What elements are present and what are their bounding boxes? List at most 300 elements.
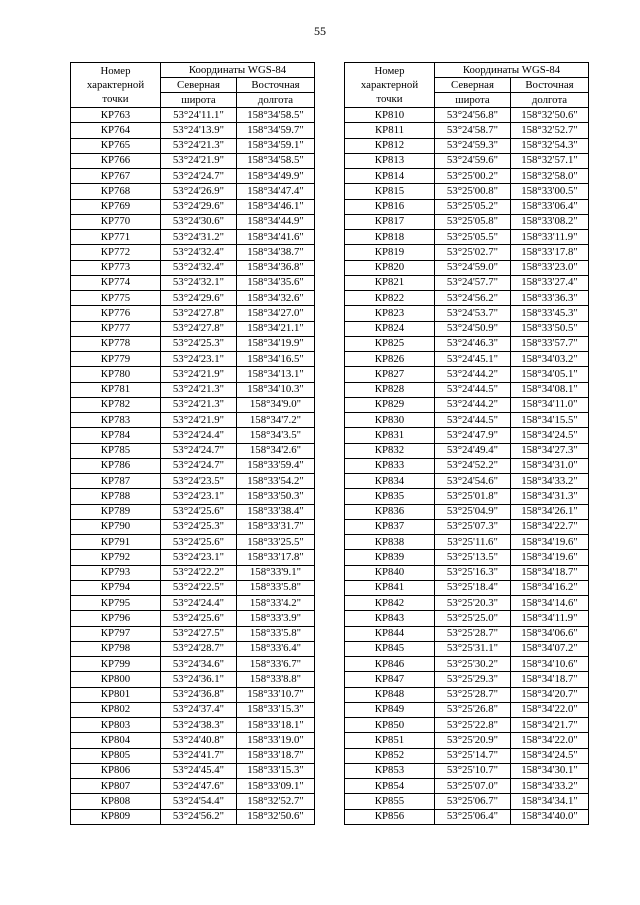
point-id-cell: КР769 bbox=[71, 199, 161, 214]
point-id-cell: КР768 bbox=[71, 184, 161, 199]
point-id-cell: КР786 bbox=[71, 458, 161, 473]
table-row bbox=[71, 657, 315, 672]
table-row bbox=[71, 565, 315, 580]
table-row bbox=[71, 336, 315, 351]
latitude-cell: 53°25'29.3" bbox=[435, 672, 511, 687]
point-id-cell: КР832 bbox=[345, 443, 435, 458]
longitude-cell: 158°34'30.1" bbox=[511, 763, 589, 778]
table-row bbox=[71, 367, 315, 382]
table-row bbox=[71, 275, 315, 290]
table-row bbox=[345, 687, 589, 702]
table-row bbox=[345, 199, 589, 214]
longitude-cell: 158°34'22.7" bbox=[511, 519, 589, 534]
latitude-cell: 53°24'28.7" bbox=[161, 641, 237, 656]
point-id-cell: КР846 bbox=[345, 657, 435, 672]
longitude-cell: 158°34'19.6" bbox=[511, 535, 589, 550]
point-id-cell: КР826 bbox=[345, 352, 435, 367]
latitude-cell: 53°24'36.8" bbox=[161, 687, 237, 702]
coordinates-table-right bbox=[344, 62, 589, 825]
table-row bbox=[345, 504, 589, 519]
table-row bbox=[71, 184, 315, 199]
point-id-cell: КР853 bbox=[345, 763, 435, 778]
longitude-cell: 158°34'19.6" bbox=[511, 550, 589, 565]
table-row bbox=[71, 702, 315, 717]
longitude-cell: 158°34'27.0" bbox=[237, 306, 315, 321]
table-row bbox=[345, 413, 589, 428]
point-id-cell: КР764 bbox=[71, 123, 161, 138]
table-row bbox=[71, 748, 315, 763]
longitude-cell: 158°32'52.7" bbox=[237, 794, 315, 809]
table-row bbox=[71, 611, 315, 626]
table-row bbox=[71, 428, 315, 443]
point-id-cell: КР767 bbox=[71, 169, 161, 184]
latitude-cell: 53°24'23.1" bbox=[161, 352, 237, 367]
longitude-cell: 158°34'9.0" bbox=[237, 397, 315, 412]
latitude-cell: 53°24'50.9" bbox=[435, 321, 511, 336]
table-row bbox=[71, 321, 315, 336]
latitude-cell: 53°24'47.6" bbox=[161, 779, 237, 794]
table-row bbox=[345, 275, 589, 290]
latitude-cell: 53°24'30.6" bbox=[161, 214, 237, 229]
longitude-cell: 158°34'44.9" bbox=[237, 214, 315, 229]
latitude-cell: 53°25'10.7" bbox=[435, 763, 511, 778]
longitude-cell: 158°33'6.7" bbox=[237, 657, 315, 672]
latitude-cell: 53°25'11.6" bbox=[435, 535, 511, 550]
longitude-cell: 158°33'5.8" bbox=[237, 580, 315, 595]
header-point-label-line1: Номер bbox=[374, 65, 405, 77]
point-id-cell: КР791 bbox=[71, 535, 161, 550]
table-row bbox=[71, 550, 315, 565]
longitude-cell: 158°34'36.8" bbox=[237, 260, 315, 275]
header-coords-group: Координаты WGS-84 bbox=[161, 63, 315, 78]
point-id-cell: КР797 bbox=[71, 626, 161, 641]
longitude-cell: 158°33'15.3" bbox=[237, 763, 315, 778]
latitude-cell: 53°25'07.0" bbox=[435, 779, 511, 794]
header-point-label-line2: характерной bbox=[360, 79, 419, 91]
table-row bbox=[71, 199, 315, 214]
point-id-cell: КР841 bbox=[345, 580, 435, 595]
table-row bbox=[345, 794, 589, 809]
table-row bbox=[345, 535, 589, 550]
point-id-cell: КР824 bbox=[345, 321, 435, 336]
longitude-cell: 158°33'50.5" bbox=[511, 321, 589, 336]
point-id-cell: КР840 bbox=[345, 565, 435, 580]
longitude-cell: 158°34'59.7" bbox=[237, 123, 315, 138]
header-point-label-line2: характерной bbox=[86, 79, 145, 91]
point-id-cell: КР775 bbox=[71, 291, 161, 306]
point-id-cell: КР856 bbox=[345, 809, 435, 824]
page-number: 55 bbox=[314, 24, 326, 38]
latitude-cell: 53°24'32.4" bbox=[161, 245, 237, 260]
point-id-cell: КР820 bbox=[345, 260, 435, 275]
point-id-cell: КР829 bbox=[345, 397, 435, 412]
latitude-cell: 53°24'37.4" bbox=[161, 702, 237, 717]
latitude-cell: 53°24'24.4" bbox=[161, 428, 237, 443]
latitude-cell: 53°25'05.2" bbox=[435, 199, 511, 214]
latitude-cell: 53°25'26.8" bbox=[435, 702, 511, 717]
latitude-cell: 53°24'21.3" bbox=[161, 382, 237, 397]
table-row bbox=[71, 580, 315, 595]
latitude-cell: 53°24'45.1" bbox=[435, 352, 511, 367]
latitude-cell: 53°24'24.4" bbox=[161, 596, 237, 611]
table-row bbox=[71, 626, 315, 641]
point-id-cell: КР763 bbox=[71, 108, 161, 123]
longitude-cell: 158°33'11.9" bbox=[511, 230, 589, 245]
longitude-cell: 158°34'14.6" bbox=[511, 596, 589, 611]
longitude-cell: 158°33'59.4" bbox=[237, 458, 315, 473]
longitude-cell: 158°34'58.5" bbox=[237, 153, 315, 168]
longitude-cell: 158°33'36.3" bbox=[511, 291, 589, 306]
latitude-cell: 53°24'56.2" bbox=[435, 291, 511, 306]
point-id-cell: КР799 bbox=[71, 657, 161, 672]
table-row bbox=[345, 428, 589, 443]
table-row bbox=[345, 519, 589, 534]
point-id-cell: КР843 bbox=[345, 611, 435, 626]
point-id-cell: КР789 bbox=[71, 504, 161, 519]
latitude-cell: 53°24'21.3" bbox=[161, 397, 237, 412]
header-longitude-line2: долгота bbox=[237, 93, 315, 108]
point-id-cell: КР839 bbox=[345, 550, 435, 565]
longitude-cell: 158°32'58.0" bbox=[511, 169, 589, 184]
point-id-cell: КР794 bbox=[71, 580, 161, 595]
latitude-cell: 53°25'31.1" bbox=[435, 641, 511, 656]
latitude-cell: 53°24'45.4" bbox=[161, 763, 237, 778]
longitude-cell: 158°34'33.2" bbox=[511, 474, 589, 489]
longitude-cell: 158°33'57.7" bbox=[511, 336, 589, 351]
header-longitude-line1: Восточная bbox=[237, 78, 315, 93]
table-row bbox=[345, 321, 589, 336]
table-row bbox=[345, 108, 589, 123]
point-id-cell: КР782 bbox=[71, 397, 161, 412]
longitude-cell: 158°34'15.5" bbox=[511, 413, 589, 428]
table-body-right bbox=[345, 108, 589, 825]
point-id-cell: КР800 bbox=[71, 672, 161, 687]
point-id-cell: КР778 bbox=[71, 336, 161, 351]
longitude-cell: 158°34'03.2" bbox=[511, 352, 589, 367]
table-row bbox=[345, 657, 589, 672]
latitude-cell: 53°24'53.7" bbox=[435, 306, 511, 321]
header-latitude-line1: Северная bbox=[161, 78, 237, 93]
point-id-cell: КР801 bbox=[71, 687, 161, 702]
latitude-cell: 53°24'24.7" bbox=[161, 443, 237, 458]
latitude-cell: 53°24'23.1" bbox=[161, 550, 237, 565]
point-id-cell: КР810 bbox=[345, 108, 435, 123]
table-row bbox=[71, 794, 315, 809]
point-id-cell: КР823 bbox=[345, 306, 435, 321]
point-id-cell: КР844 bbox=[345, 626, 435, 641]
point-id-cell: КР788 bbox=[71, 489, 161, 504]
longitude-cell: 158°34'11.0" bbox=[511, 397, 589, 412]
longitude-cell: 158°34'40.0" bbox=[511, 809, 589, 824]
point-id-cell: КР792 bbox=[71, 550, 161, 565]
latitude-cell: 53°25'28.7" bbox=[435, 687, 511, 702]
latitude-cell: 53°24'21.3" bbox=[161, 138, 237, 153]
latitude-cell: 53°24'36.1" bbox=[161, 672, 237, 687]
point-id-cell: КР784 bbox=[71, 428, 161, 443]
latitude-cell: 53°24'59.3" bbox=[435, 138, 511, 153]
table-row bbox=[345, 336, 589, 351]
table-row bbox=[71, 352, 315, 367]
longitude-cell: 158°33'3.9" bbox=[237, 611, 315, 626]
table-row bbox=[345, 474, 589, 489]
latitude-cell: 53°25'14.7" bbox=[435, 748, 511, 763]
longitude-cell: 158°34'22.0" bbox=[511, 702, 589, 717]
point-id-cell: КР773 bbox=[71, 260, 161, 275]
latitude-cell: 53°25'18.4" bbox=[435, 580, 511, 595]
table-row bbox=[345, 306, 589, 321]
point-id-cell: КР802 bbox=[71, 702, 161, 717]
longitude-cell: 158°34'49.9" bbox=[237, 169, 315, 184]
point-id-cell: КР847 bbox=[345, 672, 435, 687]
point-id-cell: КР805 bbox=[71, 748, 161, 763]
point-id-cell: КР852 bbox=[345, 748, 435, 763]
longitude-cell: 158°33'50.3" bbox=[237, 489, 315, 504]
longitude-cell: 158°34'33.2" bbox=[511, 779, 589, 794]
latitude-cell: 53°24'11.1" bbox=[161, 108, 237, 123]
point-id-cell: КР807 bbox=[71, 779, 161, 794]
longitude-cell: 158°33'19.0" bbox=[237, 733, 315, 748]
latitude-cell: 53°24'27.5" bbox=[161, 626, 237, 641]
point-id-cell: КР765 bbox=[71, 138, 161, 153]
table-row bbox=[345, 809, 589, 824]
point-id-cell: КР834 bbox=[345, 474, 435, 489]
latitude-cell: 53°24'49.4" bbox=[435, 443, 511, 458]
longitude-cell: 158°34'7.2" bbox=[237, 413, 315, 428]
table-row bbox=[345, 718, 589, 733]
table-row bbox=[345, 138, 589, 153]
point-id-cell: КР854 bbox=[345, 779, 435, 794]
longitude-cell: 158°34'31.0" bbox=[511, 458, 589, 473]
longitude-cell: 158°33'06.4" bbox=[511, 199, 589, 214]
longitude-cell: 158°34'46.1" bbox=[237, 199, 315, 214]
table-row bbox=[345, 748, 589, 763]
longitude-cell: 158°34'13.1" bbox=[237, 367, 315, 382]
point-id-cell: КР833 bbox=[345, 458, 435, 473]
table-row bbox=[71, 443, 315, 458]
latitude-cell: 53°25'25.0" bbox=[435, 611, 511, 626]
latitude-cell: 53°24'27.8" bbox=[161, 321, 237, 336]
longitude-cell: 158°33'10.7" bbox=[237, 687, 315, 702]
longitude-cell: 158°33'31.7" bbox=[237, 519, 315, 534]
longitude-cell: 158°34'18.7" bbox=[511, 672, 589, 687]
longitude-cell: 158°33'17.8" bbox=[511, 245, 589, 260]
table-row bbox=[71, 153, 315, 168]
latitude-cell: 53°25'00.2" bbox=[435, 169, 511, 184]
longitude-cell: 158°34'08.1" bbox=[511, 382, 589, 397]
latitude-cell: 53°24'32.4" bbox=[161, 260, 237, 275]
latitude-cell: 53°24'34.6" bbox=[161, 657, 237, 672]
longitude-cell: 158°33'6.4" bbox=[237, 641, 315, 656]
point-id-cell: КР785 bbox=[71, 443, 161, 458]
longitude-cell: 158°32'54.3" bbox=[511, 138, 589, 153]
longitude-cell: 158°33'15.3" bbox=[237, 702, 315, 717]
table-row bbox=[345, 626, 589, 641]
table-row bbox=[345, 443, 589, 458]
table-row bbox=[71, 641, 315, 656]
longitude-cell: 158°33'9.1" bbox=[237, 565, 315, 580]
longitude-cell: 158°34'31.3" bbox=[511, 489, 589, 504]
latitude-cell: 53°25'04.9" bbox=[435, 504, 511, 519]
point-id-cell: КР855 bbox=[345, 794, 435, 809]
latitude-cell: 53°24'13.9" bbox=[161, 123, 237, 138]
point-id-cell: КР848 bbox=[345, 687, 435, 702]
table-row bbox=[345, 214, 589, 229]
longitude-cell: 158°34'26.1" bbox=[511, 504, 589, 519]
point-id-cell: КР787 bbox=[71, 474, 161, 489]
longitude-cell: 158°34'18.7" bbox=[511, 565, 589, 580]
table-row bbox=[71, 733, 315, 748]
latitude-cell: 53°24'44.2" bbox=[435, 367, 511, 382]
longitude-cell: 158°33'54.2" bbox=[237, 474, 315, 489]
latitude-cell: 53°24'40.8" bbox=[161, 733, 237, 748]
point-id-cell: КР816 bbox=[345, 199, 435, 214]
longitude-cell: 158°34'16.5" bbox=[237, 352, 315, 367]
latitude-cell: 53°25'07.3" bbox=[435, 519, 511, 534]
longitude-cell: 158°33'38.4" bbox=[237, 504, 315, 519]
table-row bbox=[71, 458, 315, 473]
point-id-cell: КР770 bbox=[71, 214, 161, 229]
point-id-cell: КР814 bbox=[345, 169, 435, 184]
latitude-cell: 53°24'44.5" bbox=[435, 413, 511, 428]
latitude-cell: 53°24'23.5" bbox=[161, 474, 237, 489]
point-id-cell: КР817 bbox=[345, 214, 435, 229]
longitude-cell: 158°33'25.5" bbox=[237, 535, 315, 550]
latitude-cell: 53°24'54.4" bbox=[161, 794, 237, 809]
point-id-cell: КР798 bbox=[71, 641, 161, 656]
longitude-cell: 158°33'18.1" bbox=[237, 718, 315, 733]
longitude-cell: 158°34'59.1" bbox=[237, 138, 315, 153]
latitude-cell: 53°24'23.1" bbox=[161, 489, 237, 504]
longitude-cell: 158°32'52.7" bbox=[511, 123, 589, 138]
header-latitude-line2: широта bbox=[435, 93, 511, 108]
latitude-cell: 53°24'25.3" bbox=[161, 519, 237, 534]
table-row bbox=[71, 489, 315, 504]
point-id-cell: КР779 bbox=[71, 352, 161, 367]
latitude-cell: 53°24'27.8" bbox=[161, 306, 237, 321]
longitude-cell: 158°33'17.8" bbox=[237, 550, 315, 565]
latitude-cell: 53°25'02.7" bbox=[435, 245, 511, 260]
table-row bbox=[345, 733, 589, 748]
table-row bbox=[71, 687, 315, 702]
latitude-cell: 53°24'47.9" bbox=[435, 428, 511, 443]
longitude-cell: 158°33'4.2" bbox=[237, 596, 315, 611]
table-row bbox=[345, 763, 589, 778]
table-row bbox=[71, 535, 315, 550]
table-row bbox=[71, 474, 315, 489]
table-row bbox=[71, 214, 315, 229]
point-id-cell: КР821 bbox=[345, 275, 435, 290]
point-id-cell: КР772 bbox=[71, 245, 161, 260]
longitude-cell: 158°34'05.1" bbox=[511, 367, 589, 382]
table-row bbox=[345, 641, 589, 656]
latitude-cell: 53°24'41.7" bbox=[161, 748, 237, 763]
point-id-cell: КР808 bbox=[71, 794, 161, 809]
longitude-cell: 158°33'8.8" bbox=[237, 672, 315, 687]
longitude-cell: 158°34'07.2" bbox=[511, 641, 589, 656]
point-id-cell: КР766 bbox=[71, 153, 161, 168]
table-body-left bbox=[71, 108, 315, 825]
point-id-cell: КР812 bbox=[345, 138, 435, 153]
point-id-cell: КР780 bbox=[71, 367, 161, 382]
latitude-cell: 53°25'20.9" bbox=[435, 733, 511, 748]
latitude-cell: 53°24'21.9" bbox=[161, 153, 237, 168]
point-id-cell: КР806 bbox=[71, 763, 161, 778]
longitude-cell: 158°34'06.6" bbox=[511, 626, 589, 641]
point-id-cell: КР830 bbox=[345, 413, 435, 428]
point-id-cell: КР804 bbox=[71, 733, 161, 748]
header-point-label-line3: точки bbox=[376, 93, 403, 105]
table-row bbox=[71, 779, 315, 794]
table-row bbox=[71, 672, 315, 687]
longitude-cell: 158°34'21.1" bbox=[237, 321, 315, 336]
table-row bbox=[345, 153, 589, 168]
table-row bbox=[345, 702, 589, 717]
point-id-cell: КР836 bbox=[345, 504, 435, 519]
table-row bbox=[345, 230, 589, 245]
latitude-cell: 53°25'06.7" bbox=[435, 794, 511, 809]
longitude-cell: 158°34'3.5" bbox=[237, 428, 315, 443]
longitude-cell: 158°32'50.6" bbox=[511, 108, 589, 123]
table-row bbox=[71, 291, 315, 306]
latitude-cell: 53°24'21.9" bbox=[161, 367, 237, 382]
coordinates-table-left bbox=[70, 62, 315, 825]
point-id-cell: КР825 bbox=[345, 336, 435, 351]
header-longitude-line2: долгота bbox=[511, 93, 589, 108]
longitude-cell: 158°34'27.3" bbox=[511, 443, 589, 458]
table-row bbox=[71, 108, 315, 123]
point-id-cell: КР777 bbox=[71, 321, 161, 336]
latitude-cell: 53°24'44.2" bbox=[435, 397, 511, 412]
latitude-cell: 53°24'26.9" bbox=[161, 184, 237, 199]
header-point-label-line3: точки bbox=[102, 93, 129, 105]
latitude-cell: 53°24'56.2" bbox=[161, 809, 237, 824]
longitude-cell: 158°33'18.7" bbox=[237, 748, 315, 763]
point-id-cell: КР845 bbox=[345, 641, 435, 656]
point-id-cell: КР827 bbox=[345, 367, 435, 382]
longitude-cell: 158°34'32.6" bbox=[237, 291, 315, 306]
point-id-cell: КР811 bbox=[345, 123, 435, 138]
latitude-cell: 53°25'01.8" bbox=[435, 489, 511, 504]
point-id-cell: КР771 bbox=[71, 230, 161, 245]
latitude-cell: 53°24'31.2" bbox=[161, 230, 237, 245]
point-id-cell: КР796 bbox=[71, 611, 161, 626]
longitude-cell: 158°34'41.6" bbox=[237, 230, 315, 245]
longitude-cell: 158°34'21.7" bbox=[511, 718, 589, 733]
latitude-cell: 53°25'00.8" bbox=[435, 184, 511, 199]
header-point-label-line1: Номер bbox=[100, 65, 131, 77]
longitude-cell: 158°33'27.4" bbox=[511, 275, 589, 290]
point-id-cell: КР838 bbox=[345, 535, 435, 550]
point-id-cell: КР822 bbox=[345, 291, 435, 306]
point-id-cell: КР819 bbox=[345, 245, 435, 260]
longitude-cell: 158°32'50.6" bbox=[237, 809, 315, 824]
longitude-cell: 158°33'00.5" bbox=[511, 184, 589, 199]
table-row bbox=[345, 580, 589, 595]
longitude-cell: 158°33'23.0" bbox=[511, 260, 589, 275]
point-id-cell: КР783 bbox=[71, 413, 161, 428]
table-row bbox=[71, 123, 315, 138]
latitude-cell: 53°24'22.5" bbox=[161, 580, 237, 595]
table-row bbox=[71, 382, 315, 397]
table-row bbox=[345, 550, 589, 565]
table-row bbox=[345, 123, 589, 138]
table-row bbox=[71, 169, 315, 184]
latitude-cell: 53°25'20.3" bbox=[435, 596, 511, 611]
point-id-cell: КР809 bbox=[71, 809, 161, 824]
longitude-cell: 158°34'38.7" bbox=[237, 245, 315, 260]
longitude-cell: 158°33'5.8" bbox=[237, 626, 315, 641]
latitude-cell: 53°24'57.7" bbox=[435, 275, 511, 290]
